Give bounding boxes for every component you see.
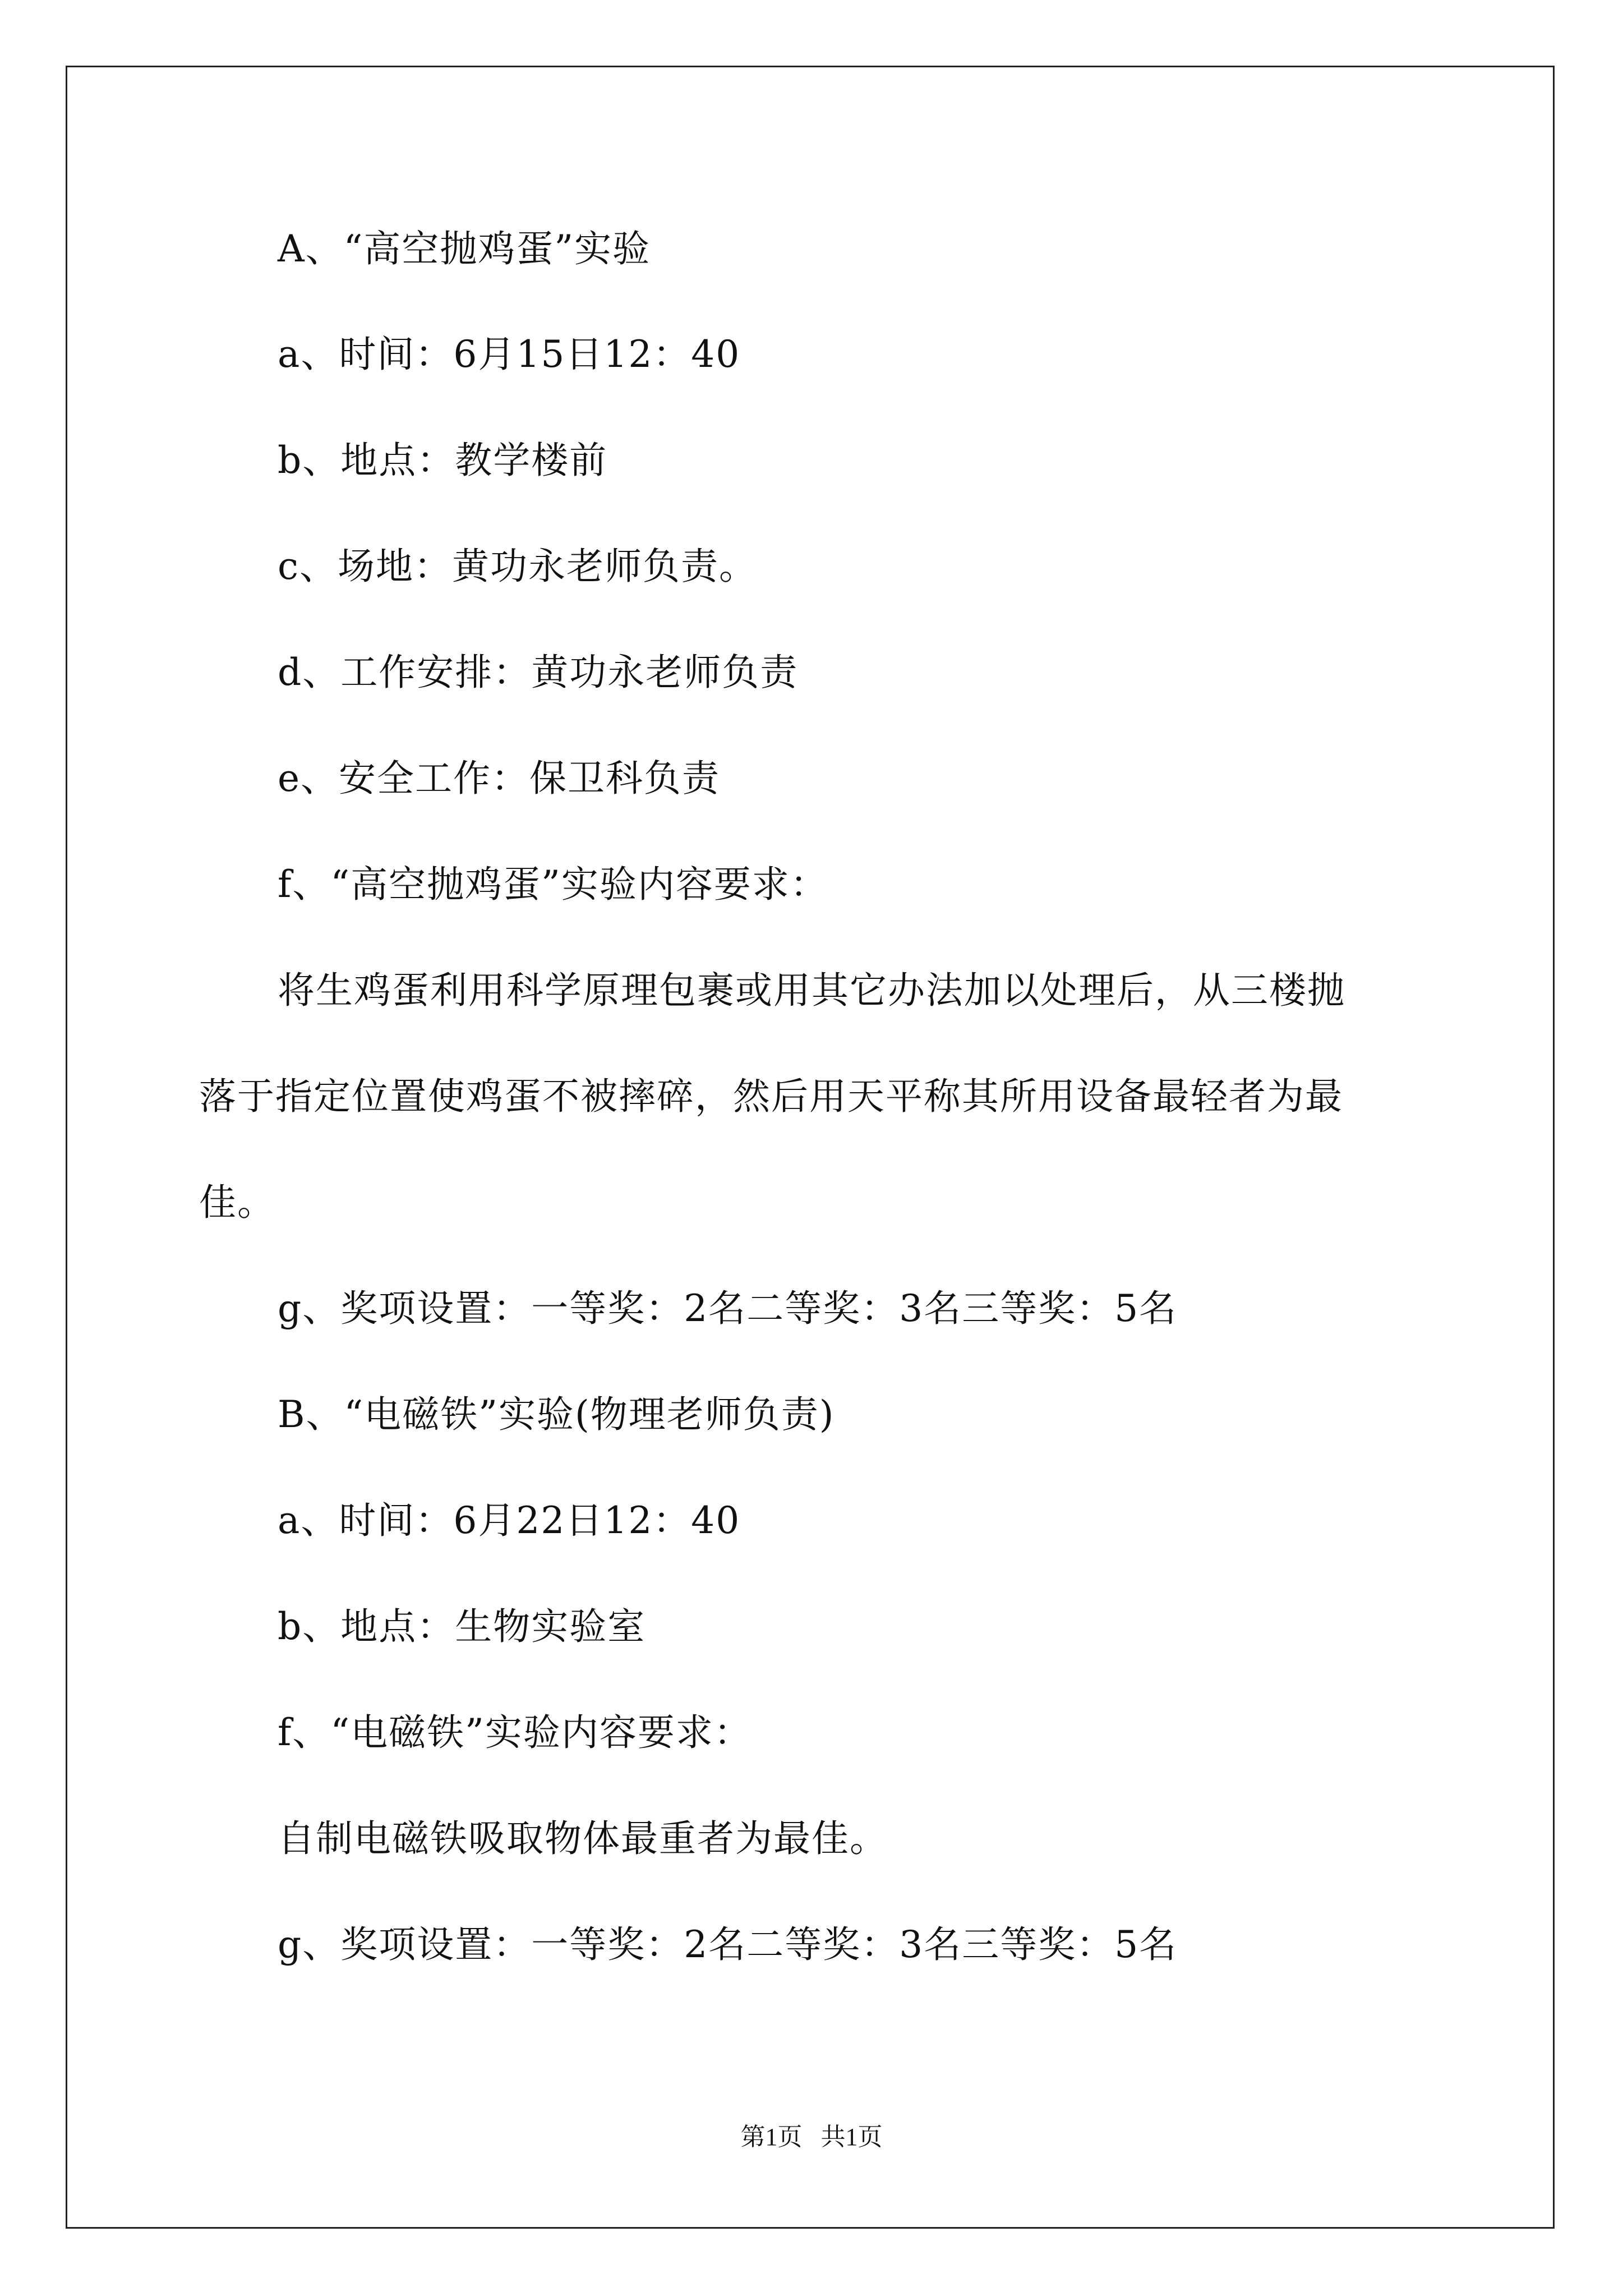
page-number-footer: 第1页 共1页 (740, 2123, 883, 2151)
section-b-awards: g、奖项设置：一等奖：2名二等奖：3名三等奖：5名 (278, 1923, 1178, 1966)
section-a-body-line-1: 将生鸡蛋利用科学原理包裹或用其它办法加以处理后，从三楼抛 (278, 969, 1345, 1012)
section-b-requirements: f、“电磁铁”实验内容要求： (278, 1711, 752, 1754)
section-a-body-line-3: 佳。 (199, 1181, 275, 1224)
section-a-safety: e、安全工作：保卫科负责 (278, 757, 721, 800)
section-a-body-line-2: 落于指定位置使鸡蛋不被摔碎，然后用天平称其所用设备最轻者为最 (199, 1075, 1343, 1118)
section-b-location: b、地点：生物实验室 (278, 1605, 646, 1648)
section-b-time: a、时间：6月22日12：40 (278, 1499, 741, 1542)
page-border (66, 66, 1555, 2229)
section-b-heading: B、“电磁铁”实验(物理老师负责) (278, 1393, 835, 1436)
section-a-awards: g、奖项设置：一等奖：2名二等奖：3名三等奖：5名 (278, 1287, 1178, 1330)
section-a-arrangement: d、工作安排：黄功永老师负责 (278, 651, 799, 694)
section-a-time: a、时间：6月15日12：40 (278, 333, 741, 376)
section-a-heading: A、“高空抛鸡蛋”实验 (278, 227, 651, 270)
section-a-venue: c、场地：黄功永老师负责。 (278, 545, 757, 588)
section-a-location: b、地点：教学楼前 (278, 439, 608, 482)
section-b-body: 自制电磁铁吸取物体最重者为最佳。 (278, 1817, 888, 1860)
section-a-requirements: f、“高空抛鸡蛋”实验内容要求： (278, 863, 828, 906)
